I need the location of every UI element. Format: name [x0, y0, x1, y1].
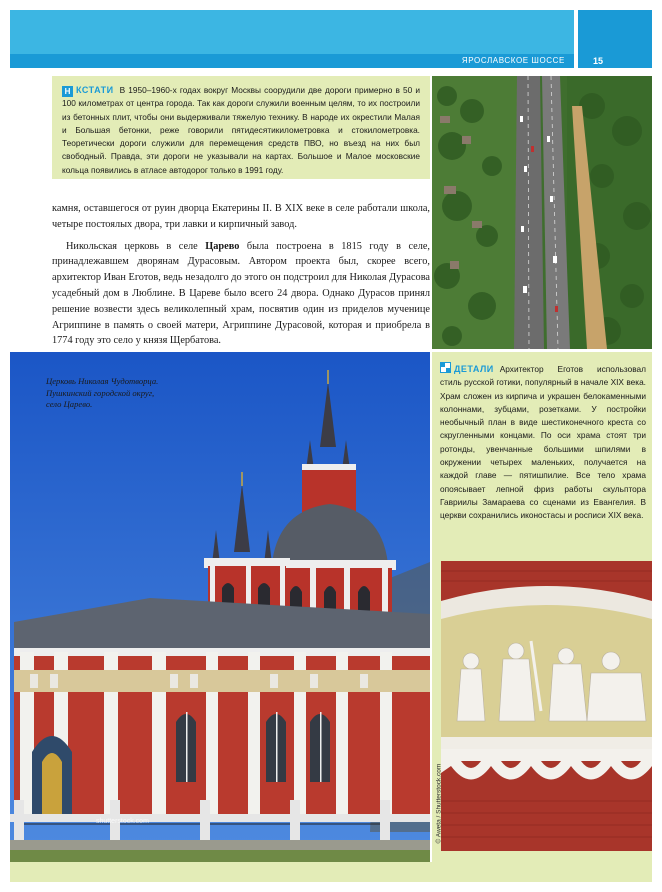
details-text: Архитектор Еготов использовал стиль русской готики, популярный в начале XIX века. Храм сложен из кирпича и украшен белокаменными колоннами, зубцами, розетками. У постройки необычный план в виде шестиконечного креста со скругленными концами. По оси храма стоят три ротонды, увенчанные большими шпилями в окружении четырех маленьких, получается на каждой главе — пятишпилие. Все тело храма опоясывает лепной фриз работы скульптора Гавриилы Замараева со сценами из Евангелия. В церкви сохранились иконостасы и росписи XIX века. — [440, 364, 646, 521]
paragraph-prefix: Никольская церковь в селе — [66, 240, 206, 252]
frieze-relief-illustration — [441, 561, 652, 851]
caption-line: Церковь Николая Чудотворца. — [46, 376, 159, 386]
details-content — [440, 362, 646, 523]
highway-aerial-photo — [432, 76, 652, 349]
frieze-relief-photo — [441, 561, 652, 851]
photo-watermark: shutterstock.com — [96, 818, 149, 825]
kstati-text: В 1950–1960-х годах вокруг Москвы соорудили две дороги примерно в 50 и 100 километрах от центра города. Так как дороги служили военным целям, то их построили из бетонных плит, чтобы они выдерживали тяжелую технику. В народе их окрестили Малая и Большая бетонки, реже говорили пятидесятикилометровка и стокилометровка. Теоретически дороги служили для перемещения средств ПВО, но въезд на них был свободный. Правда, эти дороги не указывали на картах. Большое и Малое московские кольца появились в атласе автодорог только в 1991 году. — [62, 85, 420, 175]
church-illustration — [10, 352, 430, 862]
place-name: Царево — [205, 240, 240, 252]
details-icon — [440, 362, 451, 373]
article-body — [52, 201, 430, 349]
section-title: ЯРОСЛАВСКОЕ ШОССЕ — [461, 56, 565, 65]
bottom-strip — [10, 862, 652, 882]
church-photo — [10, 352, 430, 862]
details-label: ДЕТАЛИ — [454, 364, 494, 374]
paragraph-rest: была построена в 1815 году в селе, принадлежавшем дворянам Дурасовым. Автором проекта был, скорее всего, архитектор Иван Еготов, ведь незадолго до этого он подстроил для Николая Дурасова усадебный дом в Люблине. В Цареве было всего 24 двора. Однако Дурасов принял решение возвести здесь великолепный храм, посвятив один из приделов мученице Агриппине в память о своей матери, Агриппине Дурасовой, которая и приобрела в 1774 году это село у князя Щербатова. — [52, 240, 430, 347]
kstati-box — [52, 76, 430, 179]
kstati-label: КСТАТИ — [76, 85, 114, 95]
highway-aerial-illustration — [432, 76, 652, 349]
caption-line: Пушкинский городской округ, — [46, 387, 155, 398]
paragraph: камня, оставшегося от руин дворца Екатерины II. В XIX веке в селе работали школа, четыре постоялых двора, три лавки и кирпичный завод. — [52, 203, 430, 230]
page-number: 15 — [592, 56, 603, 66]
caption-line: село Царево. — [46, 399, 93, 409]
info-icon: Н — [62, 86, 73, 97]
relief-watermark: © Aweta / Shutterstock.com — [435, 763, 443, 844]
header-band — [10, 10, 574, 54]
photo-caption — [46, 376, 206, 411]
paragraph — [52, 239, 430, 350]
